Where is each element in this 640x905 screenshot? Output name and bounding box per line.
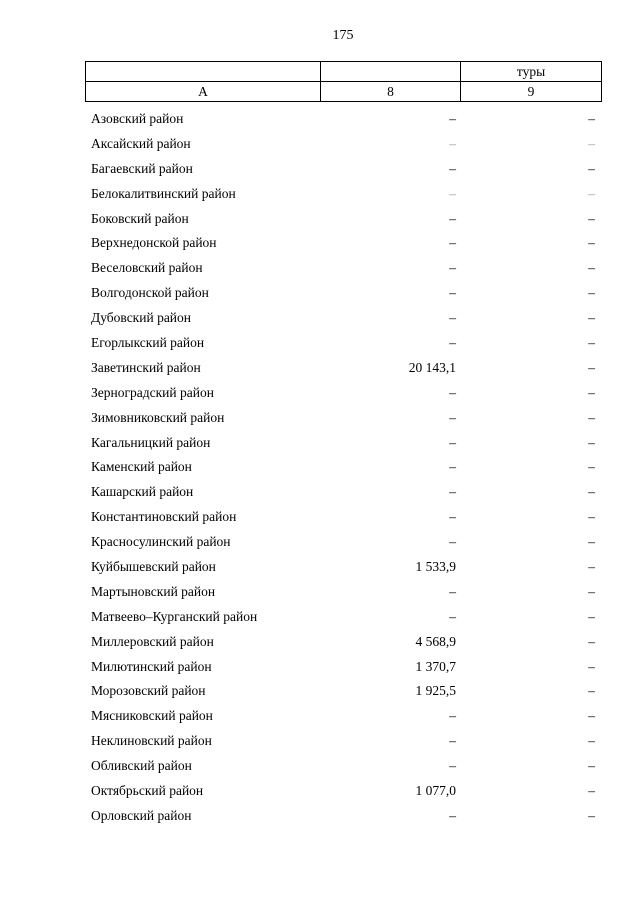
value-col-9: –	[588, 285, 595, 301]
district-name: Волгодонской район	[91, 285, 209, 301]
table-row	[85, 231, 601, 256]
value-col-9: –	[588, 310, 595, 326]
district-name: Милютинский район	[91, 658, 212, 674]
district-name: Белокалитвинский район	[91, 185, 236, 201]
district-name: Неклиновский район	[91, 733, 212, 749]
table-row	[85, 356, 601, 381]
table-row	[85, 331, 601, 356]
district-name: Куйбышевский район	[91, 559, 216, 575]
value-col-9: –	[588, 160, 595, 176]
value-col-8: –	[449, 758, 456, 774]
value-col-8: –	[449, 708, 456, 724]
table-body	[85, 107, 601, 829]
district-name: Кагальницкий район	[91, 434, 211, 450]
value-col-8: –	[449, 384, 456, 400]
table-row	[85, 530, 601, 555]
district-name: Боковский район	[91, 210, 189, 226]
table-row	[85, 256, 601, 281]
value-col-9: –	[588, 235, 595, 251]
district-name: Красносулинский район	[91, 534, 231, 550]
table-row	[85, 381, 601, 406]
value-col-9: –	[588, 135, 595, 151]
header-cell-col9-top: туры	[461, 62, 602, 82]
value-col-9: –	[588, 384, 595, 400]
value-col-9: –	[588, 111, 595, 126]
district-name: Дубовский район	[91, 310, 192, 326]
district-name: Егорлыкский район	[91, 335, 205, 351]
value-col-9: –	[588, 633, 595, 649]
value-col-9: –	[588, 708, 595, 724]
value-col-8: –	[449, 583, 456, 599]
table-row	[85, 754, 601, 779]
value-col-8: 1 077,0	[415, 783, 456, 799]
table-row	[85, 630, 601, 655]
value-col-8: –	[449, 484, 456, 500]
value-col-9: –	[588, 260, 595, 276]
table-row	[85, 655, 601, 680]
table-row	[85, 431, 601, 456]
table-row	[85, 679, 601, 704]
value-col-9: –	[588, 509, 595, 525]
district-name: Матвеево–Курганский район	[91, 608, 258, 624]
table-row	[85, 480, 601, 505]
value-col-8: –	[449, 434, 456, 450]
value-col-9: –	[588, 608, 595, 624]
value-col-9: –	[588, 409, 595, 425]
table-row	[85, 505, 601, 530]
header-row-1	[86, 62, 602, 82]
district-name: Аксайский район	[91, 135, 191, 151]
district-name: Зимовниковский район	[91, 409, 225, 425]
value-col-9: –	[588, 559, 595, 575]
district-name: Орловский район	[91, 807, 192, 823]
value-col-8: –	[449, 135, 456, 151]
value-col-9: –	[588, 434, 595, 450]
district-name: Азовский район	[91, 111, 184, 126]
value-col-9: –	[588, 583, 595, 599]
table-row	[85, 132, 601, 157]
value-col-8: 4 568,9	[415, 633, 456, 649]
value-col-8: –	[449, 335, 456, 351]
header-cell-name-top	[86, 62, 321, 82]
table-row	[85, 455, 601, 480]
table-row	[85, 182, 601, 207]
table-row	[85, 729, 601, 754]
header-cell-col8-top	[321, 62, 461, 82]
table-header	[85, 61, 602, 102]
value-col-8: 1 925,5	[415, 683, 456, 699]
value-col-8: –	[449, 608, 456, 624]
value-col-8: –	[449, 409, 456, 425]
value-col-9: –	[588, 484, 595, 500]
value-col-9: –	[588, 783, 595, 799]
value-col-8: –	[449, 733, 456, 749]
value-col-9: –	[588, 210, 595, 226]
district-name: Обливский район	[91, 758, 192, 774]
district-name: Верхнедонской район	[91, 235, 217, 251]
table-row	[85, 779, 601, 804]
district-name: Константиновский район	[91, 509, 237, 525]
table-row	[85, 555, 601, 580]
header-row-2	[86, 82, 602, 102]
value-col-9: –	[588, 807, 595, 823]
table-row	[85, 704, 601, 729]
value-col-8: –	[449, 807, 456, 823]
value-col-9: –	[588, 335, 595, 351]
value-col-9: –	[588, 185, 595, 201]
district-name: Октябрьский район	[91, 783, 204, 799]
district-name: Мясниковский район	[91, 708, 213, 724]
value-col-9: –	[588, 658, 595, 674]
value-col-9: –	[588, 758, 595, 774]
district-name: Мартыновский район	[91, 583, 216, 599]
table-row	[85, 804, 601, 829]
value-col-8: 20 143,1	[408, 359, 456, 375]
value-col-8: –	[449, 235, 456, 251]
value-col-9: –	[588, 534, 595, 550]
district-name: Веселовский район	[91, 260, 203, 276]
value-col-8: –	[449, 160, 456, 176]
value-col-8: –	[449, 111, 456, 126]
table-row	[85, 605, 601, 630]
value-col-9: –	[588, 359, 595, 375]
value-col-9: –	[588, 683, 595, 699]
table-row	[85, 306, 601, 331]
table-row	[85, 157, 601, 182]
value-col-8: 1 533,9	[415, 559, 456, 575]
district-name: Багаевский район	[91, 160, 193, 176]
district-name: Морозовский район	[91, 683, 206, 699]
value-col-8: –	[449, 534, 456, 550]
value-col-9: –	[588, 459, 595, 475]
value-col-8: –	[449, 260, 456, 276]
page-number: 175	[332, 28, 354, 43]
table-row	[85, 281, 601, 306]
value-col-8: –	[449, 310, 456, 326]
table-row	[85, 107, 601, 132]
district-name: Кашарский район	[91, 484, 194, 500]
table-row	[85, 580, 601, 605]
value-col-8: 1 370,7	[415, 658, 456, 674]
header-cell-col9-index: 9	[461, 82, 602, 102]
district-name: Заветинский район	[91, 359, 201, 375]
value-col-8: –	[449, 285, 456, 301]
header-cell-name-index: А	[86, 82, 321, 102]
value-col-8: –	[449, 210, 456, 226]
table-row	[85, 207, 601, 232]
district-name: Миллеровский район	[91, 633, 214, 649]
value-col-9: –	[588, 733, 595, 749]
header-cell-col8-index: 8	[321, 82, 461, 102]
district-name: Зерноградский район	[91, 384, 214, 400]
value-col-8: –	[449, 185, 456, 201]
value-col-8: –	[449, 459, 456, 475]
district-name: Каменский район	[91, 459, 192, 475]
table-row	[85, 406, 601, 431]
value-col-8: –	[449, 509, 456, 525]
